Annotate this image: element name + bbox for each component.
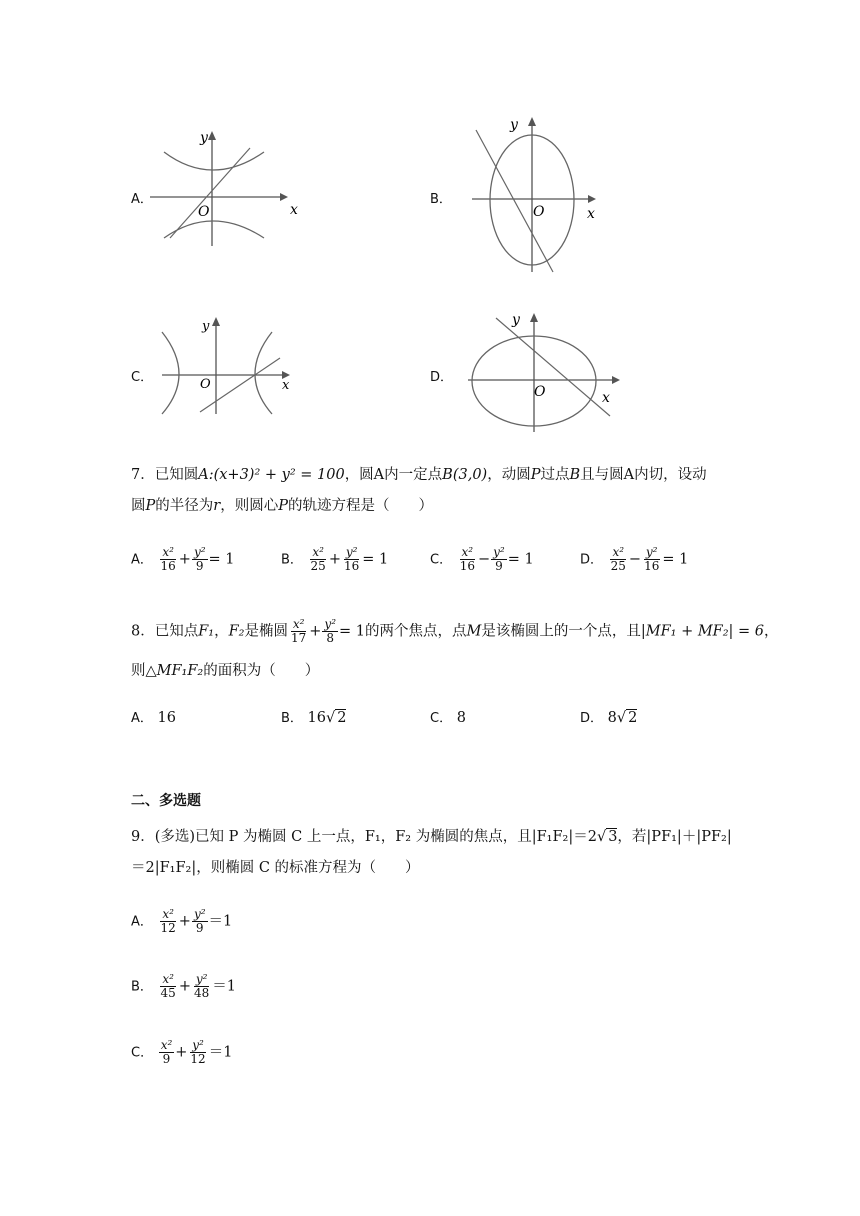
option-a-origin-label: O: [198, 204, 210, 220]
q8-option-c[interactable]: C． 8: [430, 710, 466, 726]
option-d-origin-label: O: [534, 384, 546, 400]
option-d-graph: [466, 310, 626, 435]
option-c-y-label: y: [202, 319, 210, 334]
q9-option-c[interactable]: C． $\frac{\text{x²}}{9}$ + $\frac{\text{y²}}{12}$ ＝1: [131, 1038, 233, 1066]
q9-number: 9．: [131, 829, 155, 845]
q7-line2: 圆P的半径为r，则圆心P的轨迹方程是（ ）: [131, 498, 433, 514]
option-c-label: C．: [131, 370, 154, 385]
q8-option-b[interactable]: B． 16√ 2: [281, 710, 347, 726]
q7-number: 7．: [131, 467, 155, 483]
option-c-x-label: x: [282, 378, 290, 393]
q8-vector-expression: |MF₁ + MF₂| = 6: [640, 623, 765, 640]
q8-number: 8．: [131, 623, 155, 640]
option-a-label: A．: [131, 192, 153, 207]
option-d-label: D．: [430, 370, 454, 385]
option-a-y-label: y: [200, 130, 208, 146]
q7-option-b[interactable]: B． $\frac{\text{x²}}{25}$ + $\frac{\text{y²}}{16}$ = 1: [281, 545, 389, 573]
q8-triangle: △MF₁F₂: [145, 663, 204, 679]
option-b-label: B．: [430, 192, 452, 207]
q8-line2: 则△MF₁F₂的面积为（ ）: [131, 663, 320, 679]
q9-option-b[interactable]: B． $\frac{\text{x²}}{45}$ + $\frac{\text{y²}}{48}$ ＝1: [131, 972, 236, 1000]
q7-line1: 7．已知圆A:(x+3)² + y² = 100，圆A内一定点B(3,0)，动圆P过点B且与圆A内切，设动: [131, 467, 707, 483]
option-b-graph: [470, 116, 610, 276]
option-a-x-label: x: [290, 202, 298, 218]
q9-line1: 9．(多选)已知 P 为椭圆 C 上一点，F₁，F₂ 为椭圆的焦点，且|F₁F₂|＝2√ 3，若|PF₁|＋|PF₂|: [131, 829, 732, 845]
option-b-x-label: x: [587, 206, 595, 222]
q8-line1: 8．已知点F₁，F₂是椭圆 $\frac{\text{x²}}{17}$ + $\frac{\text{y²}}{8}$ = 1的两个焦点，点M是该椭圆上的一个点，且|MF₁ + MF₂| = 6，: [131, 617, 779, 645]
option-b-y-label: y: [510, 117, 518, 133]
q9-line2: ＝2|F₁F₂|，则椭圆 C 的标准方程为（ ）: [131, 860, 420, 876]
option-c-origin-label: O: [200, 377, 211, 392]
option-b-origin-label: O: [533, 204, 545, 220]
option-d-y-label: y: [512, 312, 520, 328]
option-c-graph: [160, 312, 310, 417]
q8-option-d[interactable]: D． 8√ 2: [580, 710, 638, 726]
section-title: 二、多选题: [131, 793, 201, 809]
q7-option-a[interactable]: A． $\frac{\text{x²}}{16}$ + $\frac{\text{y²}}{9}$ = 1: [131, 545, 235, 573]
option-a-graph: [150, 128, 310, 248]
q7-option-d[interactable]: D． $\frac{\text{x²}}{25}$ − $\frac{\text{y²}}{16}$ = 1: [580, 545, 689, 573]
q9-option-a[interactable]: A． $\frac{\text{x²}}{12}$ + $\frac{\text{y²}}{9}$ ＝1: [131, 907, 233, 935]
q7-circle-equation: A:(x+3)² + y² = 100: [198, 467, 345, 483]
option-d-x-label: x: [602, 390, 610, 406]
q7-option-c[interactable]: C． $\frac{\text{x²}}{16}$ − $\frac{\text{y²}}{9}$ = 1: [430, 545, 534, 573]
q8-option-a[interactable]: A． 16: [131, 710, 176, 726]
q7-point: B(3,0): [442, 467, 488, 483]
